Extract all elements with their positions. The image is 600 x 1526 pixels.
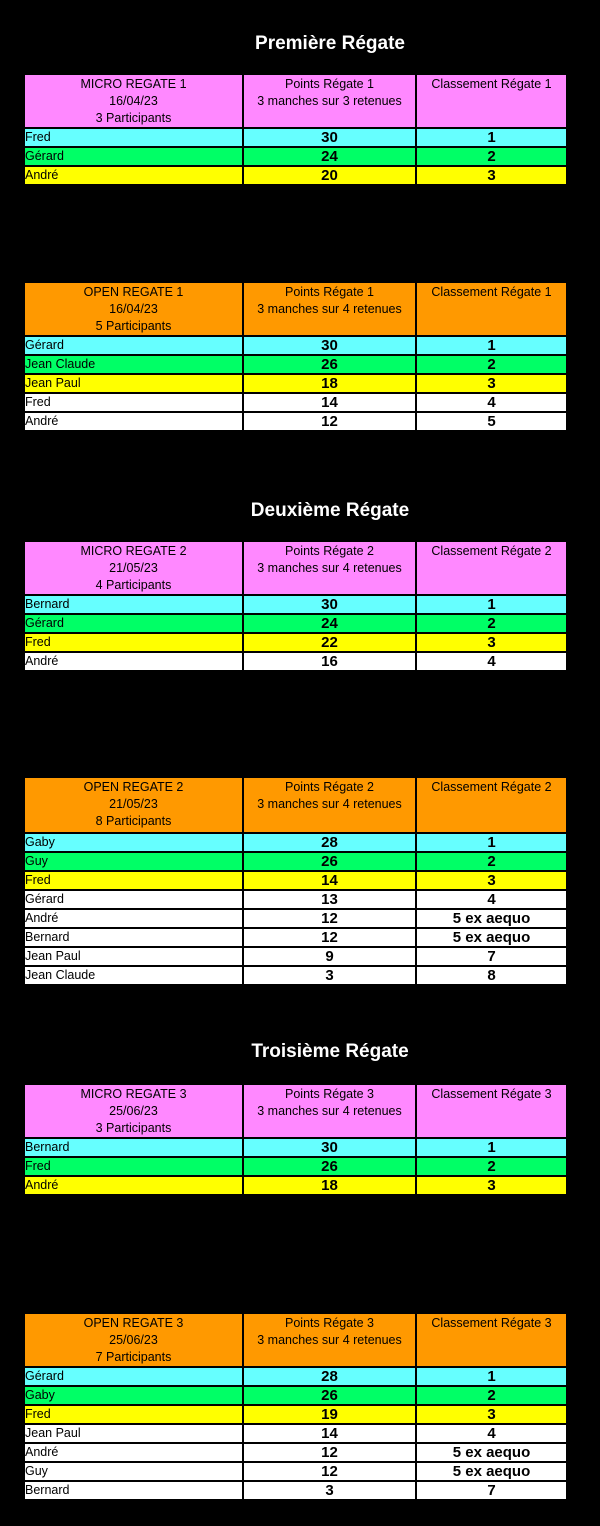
rank-cell: 1	[416, 833, 567, 852]
participants-count: 3 Participants	[95, 111, 172, 125]
points-cell: 3	[243, 1481, 416, 1500]
participant-name: Jean Paul	[24, 947, 243, 966]
points-cell: 24	[243, 614, 416, 633]
points-cell: 28	[243, 833, 416, 852]
event-title: OPEN REGATE 2	[83, 780, 184, 794]
points-subtitle: 3 manches sur 4 retenues	[257, 1333, 402, 1347]
rank-cell: 7	[416, 1481, 567, 1500]
rank-cell: 2	[416, 1386, 567, 1405]
rank-cell: 5 ex aequo	[416, 1443, 567, 1462]
open-regate-table	[24, 1313, 567, 1500]
rank-cell: 4	[416, 652, 567, 671]
participant-name: Fred	[24, 871, 243, 890]
event-header-cell	[24, 282, 243, 336]
participant-name: Fred	[24, 128, 243, 147]
rank-title: Classement Régate 3	[431, 1316, 552, 1330]
event-date: 25/06/23	[109, 1333, 158, 1347]
points-subtitle: 3 manches sur 4 retenues	[257, 1104, 402, 1118]
event-header-cell	[24, 541, 243, 595]
points-cell: 14	[243, 871, 416, 890]
points-cell: 9	[243, 947, 416, 966]
points-title: Points Régate 3	[285, 1316, 374, 1330]
table-row	[24, 355, 567, 374]
points-cell: 28	[243, 1367, 416, 1386]
rank-cell: 4	[416, 1424, 567, 1443]
table-row	[24, 374, 567, 393]
section-title: Deuxième Régate	[250, 500, 410, 521]
rank-title: Classement Régate 2	[431, 780, 552, 794]
points-header-cell	[243, 541, 416, 595]
participant-name: Bernard	[24, 1481, 243, 1500]
table-row	[24, 1405, 567, 1424]
participant-name: Gérard	[24, 147, 243, 166]
points-cell: 12	[243, 909, 416, 928]
participant-name: André	[24, 1176, 243, 1195]
section-title: Première Régate	[255, 33, 405, 54]
micro-regate-table	[24, 541, 567, 671]
rank-cell: 5 ex aequo	[416, 909, 567, 928]
points-cell: 16	[243, 652, 416, 671]
participant-name: Fred	[24, 1405, 243, 1424]
points-subtitle: 3 manches sur 4 retenues	[257, 561, 402, 575]
table-row	[24, 128, 567, 147]
rank-cell: 3	[416, 633, 567, 652]
table-row	[24, 147, 567, 166]
points-header-cell	[243, 282, 416, 336]
points-cell: 12	[243, 412, 416, 431]
rank-header-cell	[416, 777, 567, 833]
participant-name: André	[24, 909, 243, 928]
participant-name: Fred	[24, 393, 243, 412]
micro-regate-table	[24, 1084, 567, 1195]
participants-count: 8 Participants	[95, 814, 172, 828]
points-cell: 3	[243, 966, 416, 985]
micro-regate-table	[24, 74, 567, 185]
table-row	[24, 1138, 567, 1157]
points-cell: 24	[243, 147, 416, 166]
table-row	[24, 871, 567, 890]
event-header-cell	[24, 1313, 243, 1367]
participant-name: Fred	[24, 633, 243, 652]
rank-cell: 8	[416, 966, 567, 985]
rank-header-cell	[416, 74, 567, 128]
points-cell: 12	[243, 1462, 416, 1481]
table-row	[24, 1481, 567, 1500]
points-cell: 13	[243, 890, 416, 909]
participant-name: Guy	[24, 1462, 243, 1481]
points-title: Points Régate 3	[285, 1087, 374, 1101]
table-row	[24, 909, 567, 928]
points-cell: 22	[243, 633, 416, 652]
rank-cell: 1	[416, 595, 567, 614]
participant-name: Gérard	[24, 890, 243, 909]
open-regate-table	[24, 282, 567, 431]
rank-header-cell	[416, 541, 567, 595]
rank-cell: 4	[416, 890, 567, 909]
points-cell: 30	[243, 595, 416, 614]
points-cell: 26	[243, 355, 416, 374]
rank-cell: 7	[416, 947, 567, 966]
participant-name: Guy	[24, 852, 243, 871]
rank-cell: 5 ex aequo	[416, 928, 567, 947]
participant-name: Fred	[24, 1157, 243, 1176]
rank-cell: 2	[416, 147, 567, 166]
points-cell: 12	[243, 928, 416, 947]
rank-cell: 1	[416, 1138, 567, 1157]
table-row	[24, 947, 567, 966]
rank-cell: 3	[416, 374, 567, 393]
event-date: 16/04/23	[109, 94, 158, 108]
rank-header-cell	[416, 282, 567, 336]
participant-name: Gérard	[24, 336, 243, 355]
participant-name: André	[24, 1443, 243, 1462]
points-cell: 14	[243, 1424, 416, 1443]
rank-cell: 3	[416, 1405, 567, 1424]
participants-count: 7 Participants	[95, 1350, 172, 1364]
participant-name: Bernard	[24, 928, 243, 947]
event-header-cell	[24, 1084, 243, 1138]
points-title: Points Régate 2	[285, 780, 374, 794]
participant-name: Jean Claude	[24, 966, 243, 985]
rank-header-cell	[416, 1313, 567, 1367]
event-title: OPEN REGATE 3	[83, 1316, 184, 1330]
table-row	[24, 614, 567, 633]
event-date: 16/04/23	[109, 302, 158, 316]
rank-cell: 1	[416, 128, 567, 147]
table-row	[24, 890, 567, 909]
points-cell: 26	[243, 1386, 416, 1405]
rank-cell: 5	[416, 412, 567, 431]
points-header-cell	[243, 74, 416, 128]
table-row	[24, 1386, 567, 1405]
points-title: Points Régate 2	[285, 544, 374, 558]
participant-name: Bernard	[24, 1138, 243, 1157]
event-date: 21/05/23	[109, 797, 158, 811]
rank-cell: 1	[416, 1367, 567, 1386]
points-title: Points Régate 1	[285, 77, 374, 91]
table-row	[24, 652, 567, 671]
participant-name: Gérard	[24, 614, 243, 633]
table-row	[24, 966, 567, 985]
points-subtitle: 3 manches sur 3 retenues	[257, 94, 402, 108]
participants-count: 3 Participants	[95, 1121, 172, 1135]
points-cell: 14	[243, 393, 416, 412]
rank-title: Classement Régate 1	[431, 77, 552, 91]
event-header-cell	[24, 777, 243, 833]
rank-cell: 5 ex aequo	[416, 1462, 567, 1481]
rank-title: Classement Régate 1	[431, 285, 552, 299]
participants-count: 4 Participants	[95, 578, 172, 592]
table-row	[24, 166, 567, 185]
participant-name: Jean Paul	[24, 1424, 243, 1443]
rank-cell: 2	[416, 355, 567, 374]
event-title: MICRO REGATE 2	[80, 544, 187, 558]
table-row	[24, 833, 567, 852]
rank-cell: 3	[416, 871, 567, 890]
participant-name: Bernard	[24, 595, 243, 614]
event-date: 21/05/23	[109, 561, 158, 575]
table-row	[24, 633, 567, 652]
points-subtitle: 3 manches sur 4 retenues	[257, 302, 402, 316]
participant-name: Gaby	[24, 833, 243, 852]
points-subtitle: 3 manches sur 4 retenues	[257, 797, 402, 811]
rank-title: Classement Régate 3	[431, 1087, 552, 1101]
points-cell: 19	[243, 1405, 416, 1424]
table-row	[24, 595, 567, 614]
rank-cell: 2	[416, 1157, 567, 1176]
event-header-cell	[24, 74, 243, 128]
points-header-cell	[243, 777, 416, 833]
participant-name: Jean Claude	[24, 355, 243, 374]
points-cell: 18	[243, 1176, 416, 1195]
rank-cell: 1	[416, 336, 567, 355]
participant-name: André	[24, 166, 243, 185]
points-cell: 26	[243, 1157, 416, 1176]
event-title: OPEN REGATE 1	[83, 285, 184, 299]
participant-name: Gérard	[24, 1367, 243, 1386]
table-row	[24, 852, 567, 871]
rank-cell: 2	[416, 852, 567, 871]
points-cell: 30	[243, 128, 416, 147]
points-cell: 26	[243, 852, 416, 871]
points-cell: 30	[243, 336, 416, 355]
section-title: Troisième Régate	[251, 1041, 409, 1062]
event-date: 25/06/23	[109, 1104, 158, 1118]
points-header-cell	[243, 1084, 416, 1138]
participant-name: Jean Paul	[24, 374, 243, 393]
participant-name: Gaby	[24, 1386, 243, 1405]
table-row	[24, 928, 567, 947]
points-cell: 30	[243, 1138, 416, 1157]
rank-cell: 2	[416, 614, 567, 633]
points-cell: 12	[243, 1443, 416, 1462]
table-row	[24, 1157, 567, 1176]
points-cell: 18	[243, 374, 416, 393]
points-cell: 20	[243, 166, 416, 185]
table-row	[24, 1443, 567, 1462]
participants-count: 5 Participants	[95, 319, 172, 333]
rank-header-cell	[416, 1084, 567, 1138]
rank-cell: 3	[416, 166, 567, 185]
rank-cell: 3	[416, 1176, 567, 1195]
points-header-cell	[243, 1313, 416, 1367]
participant-name: André	[24, 652, 243, 671]
table-row	[24, 1176, 567, 1195]
event-title: MICRO REGATE 1	[80, 77, 187, 91]
event-title: MICRO REGATE 3	[80, 1087, 187, 1101]
table-row	[24, 393, 567, 412]
table-row	[24, 1462, 567, 1481]
table-row	[24, 1367, 567, 1386]
rank-title: Classement Régate 2	[431, 544, 552, 558]
rank-cell: 4	[416, 393, 567, 412]
table-row	[24, 336, 567, 355]
participant-name: André	[24, 412, 243, 431]
open-regate-table	[24, 777, 567, 985]
points-title: Points Régate 1	[285, 285, 374, 299]
table-row	[24, 412, 567, 431]
table-row	[24, 1424, 567, 1443]
